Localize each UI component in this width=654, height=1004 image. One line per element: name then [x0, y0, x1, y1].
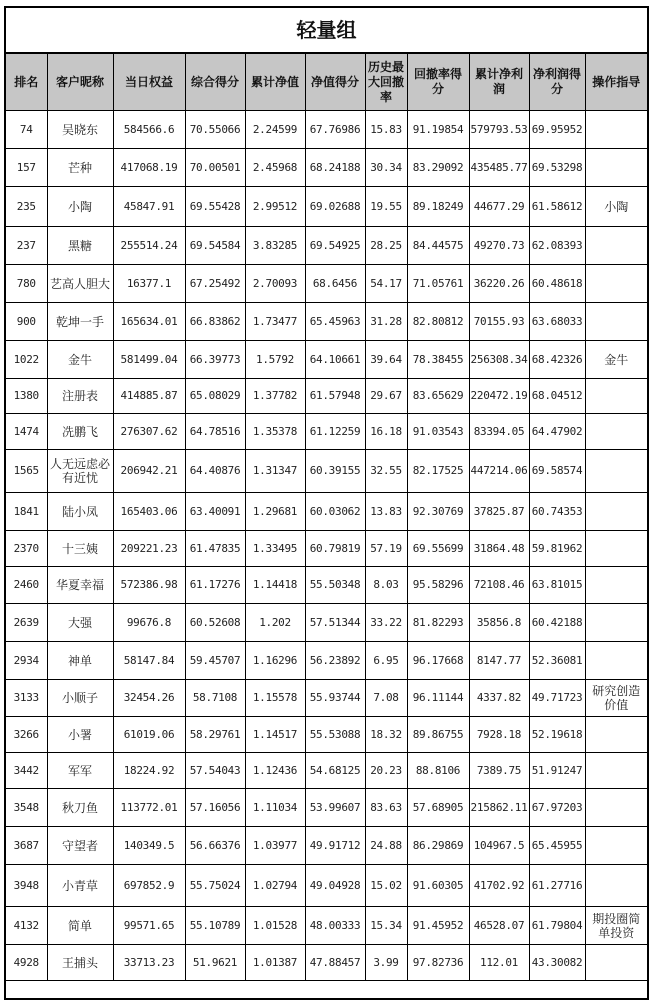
profit-score-cell: 63.68033: [529, 303, 585, 341]
profit-score-cell: 61.58612: [529, 187, 585, 227]
total-score-cell: 51.9621: [185, 945, 245, 981]
drawdown-score-cell: 96.17668: [407, 642, 469, 680]
net-profit-cell: 256308.34: [469, 341, 529, 379]
nickname-cell: 黑糖: [47, 227, 113, 265]
nav-cell: 1.01387: [245, 945, 305, 981]
nav-score-cell: 64.10661: [305, 341, 365, 379]
nav-score-cell: 47.88457: [305, 945, 365, 981]
net-profit-cell: 83394.05: [469, 414, 529, 450]
total-score-cell: 64.40876: [185, 450, 245, 493]
profit-score-cell: 69.95952: [529, 111, 585, 149]
drawdown-score-cell: 97.82736: [407, 945, 469, 981]
nav-score-cell: 55.50348: [305, 567, 365, 604]
drawdown-score-cell: 84.44575: [407, 227, 469, 265]
guidance-cell: [585, 531, 647, 567]
total-score-cell: 58.29761: [185, 717, 245, 753]
header-nav-score: 净值得分: [305, 54, 365, 111]
equity-cell: 206942.21: [113, 450, 185, 493]
drawdown-score-cell: 91.45952: [407, 907, 469, 945]
nickname-cell: 乾坤一手: [47, 303, 113, 341]
nav-cell: 1.14418: [245, 567, 305, 604]
rank-cell: 4132: [6, 907, 47, 945]
equity-cell: 276307.62: [113, 414, 185, 450]
total-score-cell: 60.52608: [185, 604, 245, 642]
net-profit-cell: 4337.82: [469, 680, 529, 717]
nav-score-cell: 67.76986: [305, 111, 365, 149]
nickname-cell: 小陶: [47, 187, 113, 227]
nav-score-cell: 49.91712: [305, 827, 365, 865]
net-profit-cell: 44677.29: [469, 187, 529, 227]
drawdown-score-cell: 83.29092: [407, 149, 469, 187]
drawdown-score-cell: 82.17525: [407, 450, 469, 493]
max-drawdown-cell: 39.64: [365, 341, 407, 379]
header-nickname: 客户昵称: [47, 54, 113, 111]
max-drawdown-cell: 7.08: [365, 680, 407, 717]
total-score-cell: 61.17276: [185, 567, 245, 604]
table-row: [6, 789, 647, 827]
equity-cell: 99676.8: [113, 604, 185, 642]
header-guidance: 操作指导: [585, 54, 647, 111]
net-profit-cell: 36220.26: [469, 265, 529, 303]
guidance-cell: [585, 493, 647, 531]
rank-cell: 2460: [6, 567, 47, 604]
drawdown-score-cell: 82.80812: [407, 303, 469, 341]
equity-cell: 99571.65: [113, 907, 185, 945]
nav-cell: 1.03977: [245, 827, 305, 865]
equity-cell: 18224.92: [113, 753, 185, 789]
header-profit-score: 净利润得分: [529, 54, 585, 111]
nav-cell: 1.73477: [245, 303, 305, 341]
guidance-cell: [585, 111, 647, 149]
header-equity: 当日权益: [113, 54, 185, 111]
nickname-cell: 小顺子: [47, 680, 113, 717]
rank-cell: 237: [6, 227, 47, 265]
max-drawdown-cell: 20.23: [365, 753, 407, 789]
equity-cell: 209221.23: [113, 531, 185, 567]
drawdown-score-cell: 78.38455: [407, 341, 469, 379]
max-drawdown-cell: 33.22: [365, 604, 407, 642]
nav-cell: 1.01528: [245, 907, 305, 945]
table-row: [6, 414, 647, 450]
drawdown-score-cell: 69.55699: [407, 531, 469, 567]
net-profit-cell: 31864.48: [469, 531, 529, 567]
nickname-cell: 金牛: [47, 341, 113, 379]
total-score-cell: 58.7108: [185, 680, 245, 717]
nickname-cell: 小青草: [47, 865, 113, 907]
max-drawdown-cell: 3.99: [365, 945, 407, 981]
header-rank: 排名: [6, 54, 47, 111]
max-drawdown-cell: 19.55: [365, 187, 407, 227]
nav-score-cell: 61.57948: [305, 379, 365, 414]
drawdown-score-cell: 57.68905: [407, 789, 469, 827]
max-drawdown-cell: 28.25: [365, 227, 407, 265]
guidance-cell: [585, 450, 647, 493]
drawdown-score-cell: 89.86755: [407, 717, 469, 753]
profit-score-cell: 59.81962: [529, 531, 585, 567]
nav-cell: 1.15578: [245, 680, 305, 717]
table-row: [6, 227, 647, 265]
net-profit-cell: 41702.92: [469, 865, 529, 907]
net-profit-cell: 8147.77: [469, 642, 529, 680]
table-row: [6, 531, 647, 567]
drawdown-score-cell: 95.58296: [407, 567, 469, 604]
nickname-cell: 秋刀鱼: [47, 789, 113, 827]
total-score-cell: 65.08029: [185, 379, 245, 414]
guidance-cell: [585, 414, 647, 450]
rank-cell: 1380: [6, 379, 47, 414]
rank-cell: 1022: [6, 341, 47, 379]
nav-score-cell: 53.99607: [305, 789, 365, 827]
max-drawdown-cell: 6.95: [365, 642, 407, 680]
net-profit-cell: 46528.07: [469, 907, 529, 945]
total-score-cell: 66.39773: [185, 341, 245, 379]
profit-score-cell: 69.53298: [529, 149, 585, 187]
equity-cell: 16377.1: [113, 265, 185, 303]
equity-cell: 417068.19: [113, 149, 185, 187]
rank-cell: 3548: [6, 789, 47, 827]
rank-cell: 235: [6, 187, 47, 227]
max-drawdown-cell: 57.19: [365, 531, 407, 567]
total-score-cell: 67.25492: [185, 265, 245, 303]
max-drawdown-cell: 30.34: [365, 149, 407, 187]
guidance-cell: [585, 789, 647, 827]
profit-score-cell: 67.97203: [529, 789, 585, 827]
table-row: [6, 753, 647, 789]
equity-cell: 140349.5: [113, 827, 185, 865]
nav-cell: 1.12436: [245, 753, 305, 789]
profit-score-cell: 60.48618: [529, 265, 585, 303]
guidance-cell: [585, 379, 647, 414]
total-score-cell: 70.00501: [185, 149, 245, 187]
drawdown-score-cell: 83.65629: [407, 379, 469, 414]
rank-cell: 3442: [6, 753, 47, 789]
rank-cell: 1565: [6, 450, 47, 493]
nickname-cell: 守望者: [47, 827, 113, 865]
drawdown-score-cell: 92.30769: [407, 493, 469, 531]
total-score-cell: 66.83862: [185, 303, 245, 341]
nav-score-cell: 68.6456: [305, 265, 365, 303]
table-row: [6, 642, 647, 680]
equity-cell: 581499.04: [113, 341, 185, 379]
table-row: [6, 907, 647, 945]
nav-score-cell: 69.54925: [305, 227, 365, 265]
guidance-cell: 小陶: [585, 187, 647, 227]
max-drawdown-cell: 15.83: [365, 111, 407, 149]
total-score-cell: 59.45707: [185, 642, 245, 680]
drawdown-score-cell: 91.19854: [407, 111, 469, 149]
profit-score-cell: 64.47902: [529, 414, 585, 450]
guidance-cell: [585, 227, 647, 265]
total-score-cell: 57.54043: [185, 753, 245, 789]
net-profit-cell: 7389.75: [469, 753, 529, 789]
profit-score-cell: 68.04512: [529, 379, 585, 414]
net-profit-cell: 112.01: [469, 945, 529, 981]
net-profit-cell: 70155.93: [469, 303, 529, 341]
rank-cell: 780: [6, 265, 47, 303]
equity-cell: 61019.06: [113, 717, 185, 753]
nav-cell: 1.02794: [245, 865, 305, 907]
drawdown-score-cell: 81.82293: [407, 604, 469, 642]
nickname-cell: 神单: [47, 642, 113, 680]
table-row: [6, 187, 647, 227]
net-profit-cell: 435485.77: [469, 149, 529, 187]
profit-score-cell: 43.30082: [529, 945, 585, 981]
guidance-cell: [585, 827, 647, 865]
total-score-cell: 69.54584: [185, 227, 245, 265]
nav-cell: 1.37782: [245, 379, 305, 414]
drawdown-score-cell: 91.03543: [407, 414, 469, 450]
max-drawdown-cell: 13.83: [365, 493, 407, 531]
nav-score-cell: 69.02688: [305, 187, 365, 227]
nickname-cell: 人无远虑必有近忧: [47, 450, 113, 493]
equity-cell: 165634.01: [113, 303, 185, 341]
nav-cell: 1.14517: [245, 717, 305, 753]
header-total-score: 综合得分: [185, 54, 245, 111]
nickname-cell: 注册表: [47, 379, 113, 414]
nav-score-cell: 57.51344: [305, 604, 365, 642]
net-profit-cell: 72108.46: [469, 567, 529, 604]
guidance-cell: [585, 604, 647, 642]
guidance-cell: [585, 753, 647, 789]
nickname-cell: 简单: [47, 907, 113, 945]
guidance-cell: [585, 945, 647, 981]
rank-cell: 1474: [6, 414, 47, 450]
equity-cell: 584566.6: [113, 111, 185, 149]
total-score-cell: 56.66376: [185, 827, 245, 865]
nickname-cell: 华夏幸福: [47, 567, 113, 604]
profit-score-cell: 63.81015: [529, 567, 585, 604]
header-row: [6, 54, 647, 111]
equity-cell: 165403.06: [113, 493, 185, 531]
max-drawdown-cell: 29.67: [365, 379, 407, 414]
equity-cell: 697852.9: [113, 865, 185, 907]
nickname-cell: 吴晓东: [47, 111, 113, 149]
guidance-cell: [585, 567, 647, 604]
drawdown-score-cell: 96.11144: [407, 680, 469, 717]
max-drawdown-cell: 18.32: [365, 717, 407, 753]
net-profit-cell: 104967.5: [469, 827, 529, 865]
equity-cell: 572386.98: [113, 567, 185, 604]
profit-score-cell: 61.27716: [529, 865, 585, 907]
nav-score-cell: 54.68125: [305, 753, 365, 789]
nav-score-cell: 56.23892: [305, 642, 365, 680]
net-profit-cell: 35856.8: [469, 604, 529, 642]
nickname-cell: 十三姨: [47, 531, 113, 567]
max-drawdown-cell: 24.88: [365, 827, 407, 865]
rank-cell: 2934: [6, 642, 47, 680]
net-profit-cell: 49270.73: [469, 227, 529, 265]
total-score-cell: 55.75024: [185, 865, 245, 907]
guidance-cell: [585, 865, 647, 907]
drawdown-score-cell: 88.8106: [407, 753, 469, 789]
equity-cell: 58147.84: [113, 642, 185, 680]
table-row: [6, 865, 647, 907]
total-score-cell: 61.47835: [185, 531, 245, 567]
max-drawdown-cell: 31.28: [365, 303, 407, 341]
nav-cell: 1.35378: [245, 414, 305, 450]
rank-cell: 900: [6, 303, 47, 341]
equity-cell: 255514.24: [113, 227, 185, 265]
profit-score-cell: 65.45955: [529, 827, 585, 865]
total-score-cell: 69.55428: [185, 187, 245, 227]
drawdown-score-cell: 86.29869: [407, 827, 469, 865]
profit-score-cell: 69.58574: [529, 450, 585, 493]
nav-cell: 2.45968: [245, 149, 305, 187]
nav-cell: 3.83285: [245, 227, 305, 265]
drawdown-score-cell: 71.05761: [407, 265, 469, 303]
nav-cell: 1.202: [245, 604, 305, 642]
table-row: [6, 717, 647, 753]
rank-cell: 3133: [6, 680, 47, 717]
table-row: [6, 303, 647, 341]
max-drawdown-cell: 16.18: [365, 414, 407, 450]
table-row: [6, 111, 647, 149]
guidance-cell: [585, 642, 647, 680]
nav-score-cell: 60.79819: [305, 531, 365, 567]
net-profit-cell: 579793.53: [469, 111, 529, 149]
table-row: [6, 493, 647, 531]
profit-score-cell: 52.36081: [529, 642, 585, 680]
table-row: [6, 149, 647, 187]
nav-score-cell: 68.24188: [305, 149, 365, 187]
rank-cell: 2639: [6, 604, 47, 642]
nickname-cell: 大强: [47, 604, 113, 642]
guidance-cell: [585, 303, 647, 341]
ranking-sheet: [4, 6, 649, 1000]
total-score-cell: 57.16056: [185, 789, 245, 827]
ranking-table: [6, 53, 647, 981]
nav-cell: 1.5792: [245, 341, 305, 379]
nav-cell: 1.31347: [245, 450, 305, 493]
rank-cell: 157: [6, 149, 47, 187]
net-profit-cell: 220472.19: [469, 379, 529, 414]
max-drawdown-cell: 15.02: [365, 865, 407, 907]
max-drawdown-cell: 15.34: [365, 907, 407, 945]
nickname-cell: 小署: [47, 717, 113, 753]
table-row: [6, 604, 647, 642]
guidance-cell: 期投圈简单投资: [585, 907, 647, 945]
table-row: [6, 450, 647, 493]
nav-cell: 1.11034: [245, 789, 305, 827]
nav-score-cell: 55.53088: [305, 717, 365, 753]
nickname-cell: 芒种: [47, 149, 113, 187]
guidance-cell: 金牛: [585, 341, 647, 379]
nav-cell: 1.33495: [245, 531, 305, 567]
nav-score-cell: 61.12259: [305, 414, 365, 450]
max-drawdown-cell: 32.55: [365, 450, 407, 493]
rank-cell: 3948: [6, 865, 47, 907]
nav-score-cell: 48.00333: [305, 907, 365, 945]
sheet-title: 轻量组: [6, 8, 647, 53]
total-score-cell: 63.40091: [185, 493, 245, 531]
rank-cell: 2370: [6, 531, 47, 567]
rank-cell: 4928: [6, 945, 47, 981]
total-score-cell: 64.78516: [185, 414, 245, 450]
profit-score-cell: 62.08393: [529, 227, 585, 265]
rank-cell: 3266: [6, 717, 47, 753]
equity-cell: 113772.01: [113, 789, 185, 827]
guidance-cell: [585, 149, 647, 187]
table-row: [6, 680, 647, 717]
nav-score-cell: 55.93744: [305, 680, 365, 717]
equity-cell: 33713.23: [113, 945, 185, 981]
total-score-cell: 55.10789: [185, 907, 245, 945]
nav-cell: 2.99512: [245, 187, 305, 227]
nav-score-cell: 65.45963: [305, 303, 365, 341]
profit-score-cell: 52.19618: [529, 717, 585, 753]
nickname-cell: 冼鹏飞: [47, 414, 113, 450]
nickname-cell: 王捕头: [47, 945, 113, 981]
nav-cell: 1.29681: [245, 493, 305, 531]
nickname-cell: 军军: [47, 753, 113, 789]
profit-score-cell: 51.91247: [529, 753, 585, 789]
nav-cell: 1.16296: [245, 642, 305, 680]
table-row: [6, 827, 647, 865]
nav-cell: 2.24599: [245, 111, 305, 149]
rank-cell: 1841: [6, 493, 47, 531]
table-row: [6, 379, 647, 414]
equity-cell: 414885.87: [113, 379, 185, 414]
guidance-cell: [585, 717, 647, 753]
profit-score-cell: 68.42326: [529, 341, 585, 379]
equity-cell: 45847.91: [113, 187, 185, 227]
rank-cell: 74: [6, 111, 47, 149]
header-max-drawdown: 历史最大回撤率: [365, 54, 407, 111]
header-drawdown-score: 回撤率得分: [407, 54, 469, 111]
header-nav: 累计净值: [245, 54, 305, 111]
header-net-profit: 累计净利润: [469, 54, 529, 111]
nav-cell: 2.70093: [245, 265, 305, 303]
max-drawdown-cell: 54.17: [365, 265, 407, 303]
table-row: [6, 945, 647, 981]
max-drawdown-cell: 83.63: [365, 789, 407, 827]
nickname-cell: 艺高人胆大: [47, 265, 113, 303]
rank-cell: 3687: [6, 827, 47, 865]
net-profit-cell: 215862.11: [469, 789, 529, 827]
nav-score-cell: 49.04928: [305, 865, 365, 907]
total-score-cell: 70.55066: [185, 111, 245, 149]
profit-score-cell: 60.42188: [529, 604, 585, 642]
net-profit-cell: 37825.87: [469, 493, 529, 531]
equity-cell: 32454.26: [113, 680, 185, 717]
nickname-cell: 陆小凤: [47, 493, 113, 531]
guidance-cell: 研究创造价值: [585, 680, 647, 717]
profit-score-cell: 49.71723: [529, 680, 585, 717]
table-row: [6, 567, 647, 604]
drawdown-score-cell: 89.18249: [407, 187, 469, 227]
profit-score-cell: 60.74353: [529, 493, 585, 531]
table-row: [6, 341, 647, 379]
drawdown-score-cell: 91.60305: [407, 865, 469, 907]
net-profit-cell: 7928.18: [469, 717, 529, 753]
nav-score-cell: 60.03062: [305, 493, 365, 531]
nav-score-cell: 60.39155: [305, 450, 365, 493]
max-drawdown-cell: 8.03: [365, 567, 407, 604]
profit-score-cell: 61.79804: [529, 907, 585, 945]
table-row: [6, 265, 647, 303]
guidance-cell: [585, 265, 647, 303]
net-profit-cell: 447214.06: [469, 450, 529, 493]
